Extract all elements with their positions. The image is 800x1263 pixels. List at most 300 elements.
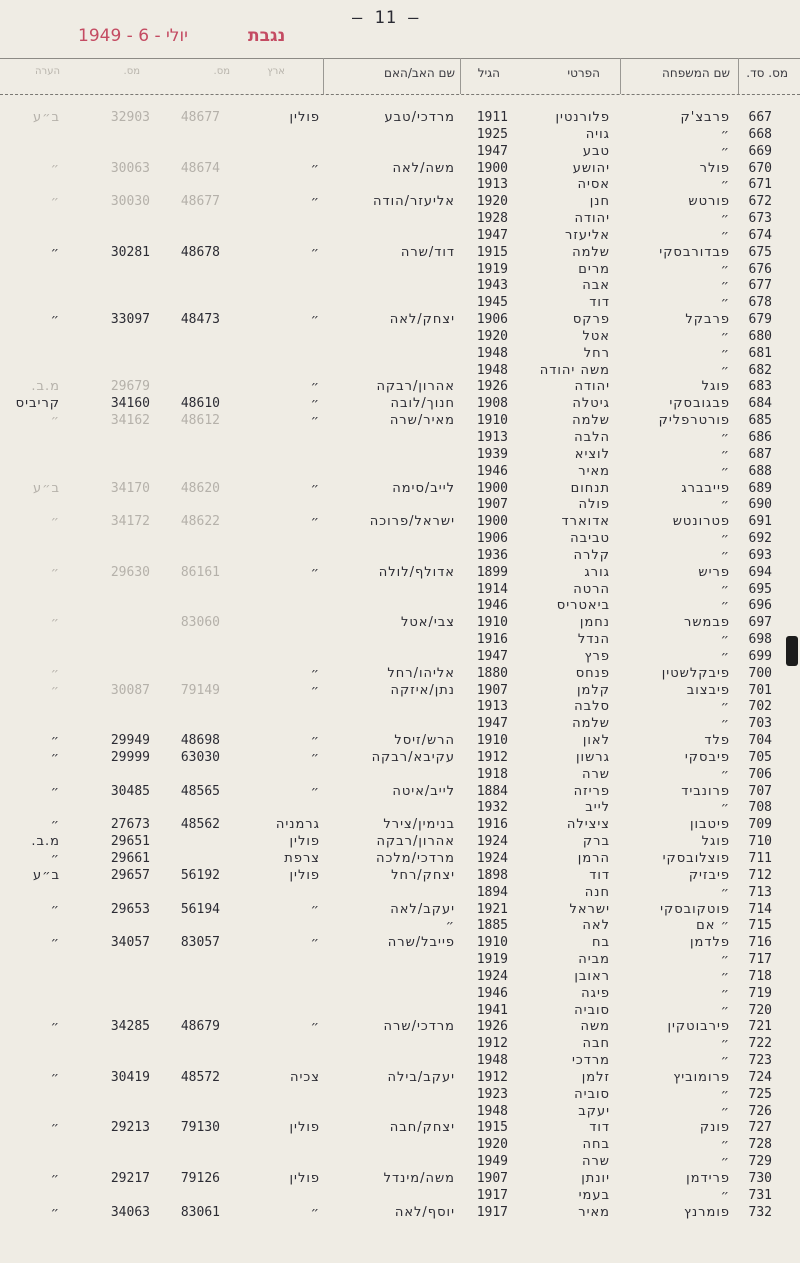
serial-number: 707 (748, 783, 772, 799)
first-name: חנן (589, 194, 610, 210)
header-age: הגיל (477, 66, 500, 80)
column-divider (460, 58, 461, 94)
ink-mark (786, 636, 798, 666)
family-name: ״ (720, 581, 730, 597)
family-name: ״ (720, 446, 730, 462)
parents-names: יעקב/בילה (387, 1069, 455, 1085)
first-name: מאיר (578, 463, 610, 479)
table-row (0, 1052, 800, 1069)
number-col1: 83061 (180, 1204, 220, 1220)
serial-number: 694 (748, 564, 772, 580)
family-name: ״ (720, 1137, 730, 1153)
birth-year: 1939 (476, 446, 508, 462)
table-row (0, 648, 800, 665)
first-name: חנה (584, 884, 610, 900)
serial-number: 715 (748, 918, 772, 934)
first-name: שלמה (572, 413, 610, 429)
first-name: מרים (578, 261, 610, 277)
birth-year: 1908 (476, 396, 508, 412)
country: ״ (310, 194, 320, 210)
number-col2: 27673 (110, 817, 150, 833)
first-name: יהושע (572, 160, 610, 176)
remark: ״ (50, 682, 60, 698)
birth-year: 1894 (476, 884, 508, 900)
country: ״ (310, 1204, 320, 1220)
birth-year: 1912 (476, 749, 508, 765)
table-row (0, 143, 800, 160)
table-row (0, 1119, 800, 1136)
table-row (0, 1204, 800, 1221)
first-name: חבה (582, 1036, 610, 1052)
birth-year: 1880 (476, 665, 508, 681)
family-name: פבגובסקי (669, 396, 730, 412)
birth-year: 1946 (476, 463, 508, 479)
family-name: פרומוביץ (673, 1069, 730, 1085)
table-row (0, 917, 800, 934)
birth-year: 1906 (476, 531, 508, 546)
serial-number: 673 (748, 211, 772, 226)
serial-number: 705 (748, 749, 772, 765)
number-col2: 33097 (110, 312, 150, 328)
remark: מ.ב. (31, 379, 60, 395)
country: ״ (310, 665, 320, 681)
birth-year: 1900 (476, 514, 508, 530)
table-row (0, 732, 800, 749)
table-row (0, 850, 800, 867)
number-col2: 32903 (110, 110, 150, 125)
birth-year: 1913 (476, 699, 508, 715)
serial-number: 729 (748, 1154, 772, 1170)
table-row (0, 833, 800, 850)
birth-year: 1918 (476, 766, 508, 782)
birth-year: 1941 (476, 1002, 508, 1018)
birth-year: 1910 (476, 615, 508, 631)
serial-number: 668 (748, 126, 772, 142)
country: ״ (310, 901, 320, 917)
family-name: פייבברג (681, 480, 730, 496)
birth-year: 1926 (476, 1019, 508, 1035)
number-col1: 56192 (180, 867, 220, 883)
family-name: ״ (720, 800, 730, 816)
first-name: מביה (578, 952, 610, 967)
parents-names: יצחק/רחל (391, 867, 455, 883)
parents-names: ״ (445, 918, 455, 934)
family-name: פרידמן (686, 1170, 730, 1186)
birth-year: 1916 (476, 632, 508, 647)
country: גרמניה (275, 817, 320, 833)
first-name: פריזה (573, 783, 610, 799)
serial-number: 680 (748, 328, 772, 344)
serial-number: 706 (748, 766, 772, 782)
family-name: פוגל (701, 834, 730, 850)
table-row (0, 901, 800, 918)
birth-year: 1928 (476, 211, 508, 226)
birth-year: 1900 (476, 480, 508, 496)
birth-year: 1913 (476, 177, 508, 193)
table-row (0, 1136, 800, 1153)
table-row (0, 682, 800, 699)
family-name: ״ (720, 143, 730, 159)
first-name: בעמי (578, 1187, 610, 1203)
serial-number: 677 (748, 278, 772, 294)
remark: ״ (50, 564, 60, 580)
serial-number: 726 (748, 1103, 772, 1119)
serial-number: 690 (748, 497, 772, 513)
family-name: ״ (720, 1086, 730, 1102)
first-name: זלמן (581, 1069, 610, 1085)
first-name: רחל (583, 345, 610, 361)
number-col2: 30281 (110, 244, 150, 260)
serial-number: 723 (748, 1053, 772, 1068)
family-name: פלדמן (690, 935, 730, 951)
remark: ״ (50, 749, 60, 765)
first-name: לוציא (574, 446, 610, 462)
serial-number: 730 (748, 1170, 772, 1186)
family-name: ״ אם (696, 918, 730, 934)
table-row (0, 244, 800, 261)
family-name: ״ (720, 985, 730, 1001)
number-col2: 29661 (110, 851, 150, 866)
first-name: סוביה (574, 1086, 610, 1102)
first-name: סוביה (574, 1002, 610, 1018)
first-name: הלבה (574, 430, 610, 445)
parents-names: נתן/איזקה (390, 682, 455, 698)
serial-number: 670 (748, 160, 772, 176)
serial-number: 724 (748, 1069, 772, 1085)
birth-year: 1899 (476, 564, 508, 580)
family-name: ״ (720, 531, 730, 546)
serial-number: 702 (748, 699, 772, 715)
parents-names: צבי/אטל (400, 615, 455, 631)
table-row (0, 227, 800, 244)
table-row (0, 1086, 800, 1103)
table-row (0, 530, 800, 547)
family-name: פלד (704, 733, 730, 749)
number-col1: 48622 (180, 514, 220, 530)
family-name: ״ (720, 884, 730, 900)
number-col2: 29949 (110, 733, 150, 749)
first-name: טבע (582, 143, 610, 159)
first-name: נחמן (579, 615, 610, 631)
country: ״ (310, 244, 320, 260)
family-name: ״ (720, 1187, 730, 1203)
remark: ״ (50, 615, 60, 631)
country: ״ (310, 1019, 320, 1035)
birth-year: 1912 (476, 1069, 508, 1085)
serial-number: 725 (748, 1086, 772, 1102)
table-row (0, 597, 800, 614)
column-divider (323, 58, 324, 94)
number-col1: 48612 (180, 413, 220, 429)
remark: ״ (50, 1204, 60, 1220)
first-name: משה (580, 1019, 610, 1035)
table-row (0, 665, 800, 682)
number-col1: 79130 (180, 1120, 220, 1136)
serial-number: 699 (748, 648, 772, 664)
table-row (0, 160, 800, 177)
parents-names: יצחק/חבה (389, 1120, 455, 1136)
table-row (0, 193, 800, 210)
first-name: גויה (585, 126, 610, 142)
number-col1: 48678 (180, 244, 220, 260)
table-row (0, 1002, 800, 1019)
family-name: פבדורבסקי (659, 244, 730, 260)
country: פולין (289, 110, 320, 125)
serial-number: 711 (748, 851, 772, 866)
number-col2: 30419 (110, 1069, 150, 1085)
first-name: גרשון (576, 749, 610, 765)
first-name: ביאטריס (556, 598, 610, 614)
family-name: פיבסקי (684, 749, 730, 765)
first-name: סלבה (574, 699, 610, 715)
birth-year: 1913 (476, 430, 508, 445)
parents-names: מרדכי/שרה (383, 1019, 455, 1035)
family-name: ״ (720, 952, 730, 967)
birth-year: 1916 (476, 817, 508, 833)
first-name: טביבה (570, 531, 610, 546)
table-row (0, 463, 800, 480)
number-col2: 34063 (110, 1204, 150, 1220)
header-serial: מס. סד. (746, 66, 788, 80)
birth-year: 1920 (476, 328, 508, 344)
family-name: פריש (698, 564, 730, 580)
number-col1: 79126 (180, 1170, 220, 1186)
first-name: הרמן (577, 851, 610, 866)
remark: ״ (50, 935, 60, 951)
number-col1: 48473 (180, 312, 220, 328)
table-row (0, 126, 800, 143)
serial-number: 708 (748, 800, 772, 816)
family-name: פבמשר (683, 615, 730, 631)
table-row (0, 1187, 800, 1204)
family-name: ״ (720, 1053, 730, 1068)
parents-names: יצחק/לאה (389, 312, 455, 328)
birth-year: 1924 (476, 834, 508, 850)
table-row (0, 1018, 800, 1035)
table-row (0, 412, 800, 429)
table-row (0, 581, 800, 598)
birth-year: 1910 (476, 413, 508, 429)
birth-year: 1925 (476, 126, 508, 142)
serial-number: 716 (748, 935, 772, 951)
parents-names: יעקב/לאה (390, 901, 455, 917)
country: פולין (289, 867, 320, 883)
parents-names: משה/לאה (392, 160, 455, 176)
table-row (0, 631, 800, 648)
number-col2: 29651 (110, 834, 150, 850)
table-row (0, 109, 800, 126)
birth-year: 1947 (476, 143, 508, 159)
family-name: ״ (720, 463, 730, 479)
number-col2: 29679 (110, 379, 150, 395)
parents-names: יוסף/לאה (394, 1204, 455, 1220)
family-name: פונק (699, 1120, 730, 1136)
country: צכיה (290, 1069, 320, 1085)
serial-number: 700 (748, 665, 772, 681)
number-col1: 48572 (180, 1069, 220, 1085)
birth-year: 1947 (476, 648, 508, 664)
birth-year: 1917 (476, 1187, 508, 1203)
serial-number: 688 (748, 463, 772, 479)
table-row (0, 951, 800, 968)
birth-year: 1948 (476, 362, 508, 378)
serial-number: 717 (748, 952, 772, 967)
number-col2: 30485 (110, 783, 150, 799)
first-name: מאיר (578, 1204, 610, 1220)
table-row (0, 176, 800, 193)
table-row (0, 884, 800, 901)
table-row (0, 446, 800, 463)
first-name: לאה (582, 918, 610, 934)
remark: ״ (50, 413, 60, 429)
country: ״ (310, 312, 320, 328)
first-name: תנחום (570, 480, 610, 496)
serial-number: 675 (748, 244, 772, 260)
serial-number: 683 (748, 379, 772, 395)
number-col1: 48610 (180, 396, 220, 412)
table-row (0, 698, 800, 715)
birth-year: 1911 (476, 110, 508, 125)
header-country: ארץ (267, 66, 285, 77)
parents-names: אדולף/לולה (378, 564, 455, 580)
parents-names: הרש/זיסל (394, 733, 455, 749)
family-name: ״ (720, 632, 730, 647)
birth-year: 1914 (476, 581, 508, 597)
header-bottom-rule (0, 94, 800, 95)
first-name: בחה (582, 1137, 610, 1153)
birth-year: 1948 (476, 1103, 508, 1119)
serial-number: 679 (748, 312, 772, 328)
table-row (0, 1170, 800, 1187)
serial-number: 687 (748, 446, 772, 462)
birth-year: 1912 (476, 1036, 508, 1052)
table-row (0, 395, 800, 412)
family-name: פירבוטקין (667, 1019, 730, 1035)
birth-year: 1910 (476, 733, 508, 749)
serial-number: 720 (748, 1002, 772, 1018)
remark: ״ (50, 901, 60, 917)
birth-year: 1900 (476, 160, 508, 176)
first-name: דוד (589, 867, 610, 883)
serial-number: 701 (748, 682, 772, 698)
serial-number: 732 (748, 1204, 772, 1220)
serial-number: 671 (748, 177, 772, 193)
table-row (0, 799, 800, 816)
header-first-name: הפרטי (567, 66, 600, 80)
number-col1: 48677 (180, 194, 220, 210)
family-name: פיבצוב (686, 682, 730, 698)
remark: ״ (50, 514, 60, 530)
family-name: ״ (720, 211, 730, 226)
country: ״ (310, 749, 320, 765)
family-name: ״ (720, 1036, 730, 1052)
first-name: אדוארד (561, 514, 610, 530)
country: ״ (310, 379, 320, 395)
parents-names: אליעזר/הודה (373, 194, 455, 210)
birth-year: 1907 (476, 497, 508, 513)
first-name: הנדל (577, 632, 610, 647)
number-col1: 48698 (180, 733, 220, 749)
family-name: פומרנץ (683, 1204, 730, 1220)
country: ״ (310, 396, 320, 412)
first-name: פלורנטין (555, 110, 610, 125)
family-name: ״ (720, 968, 730, 984)
first-name: ראובן (574, 968, 610, 984)
remark: ״ (50, 665, 60, 681)
country: ״ (310, 413, 320, 429)
table-row (0, 1069, 800, 1086)
first-name: בח (591, 935, 610, 951)
table-row (0, 210, 800, 227)
birth-year: 1885 (476, 918, 508, 934)
number-col2: 34285 (110, 1019, 150, 1035)
header-remark: הערה (35, 66, 60, 77)
family-name: פרונביד (681, 783, 730, 799)
serial-number: 686 (748, 430, 772, 445)
header-col2: מס. (123, 66, 140, 77)
number-col1: 48674 (180, 160, 220, 176)
first-name: שלמה (572, 716, 610, 732)
birth-year: 1943 (476, 278, 508, 294)
serial-number: 695 (748, 581, 772, 597)
serial-number: 674 (748, 227, 772, 243)
serial-number: 710 (748, 834, 772, 850)
remark: ״ (50, 783, 60, 799)
family-name: פורטש (688, 194, 730, 210)
parents-names: בנימין/צירל (383, 817, 455, 833)
birth-year: 1919 (476, 261, 508, 277)
number-col2: 29213 (110, 1120, 150, 1136)
country: ״ (310, 564, 320, 580)
serial-number: 681 (748, 345, 772, 361)
number-col2: 29657 (110, 867, 150, 883)
birth-year: 1907 (476, 682, 508, 698)
table-row (0, 614, 800, 631)
first-name: פרץ (584, 648, 610, 664)
table-row (0, 1103, 800, 1120)
first-name: פולה (578, 497, 610, 513)
serial-number: 704 (748, 733, 772, 749)
serial-number: 731 (748, 1187, 772, 1203)
column-divider (620, 58, 621, 94)
birth-year: 1921 (476, 901, 508, 917)
serial-number: 689 (748, 480, 772, 496)
table-row (0, 362, 800, 379)
parents-names: אהרון/רבקה (376, 834, 455, 850)
birth-year: 1915 (476, 1120, 508, 1136)
parents-names: ישראל/פרוכה (369, 514, 455, 530)
remark: ״ (50, 851, 60, 866)
parents-names: אליהו/רחל (387, 665, 455, 681)
family-name: ״ (720, 295, 730, 311)
parents-names: מרדכי/מלכה (375, 851, 455, 866)
country: ״ (310, 480, 320, 496)
table-row (0, 429, 800, 446)
birth-year: 1898 (476, 867, 508, 883)
birth-year: 1919 (476, 952, 508, 967)
table-row (0, 311, 800, 328)
table-row (0, 513, 800, 530)
family-name: פורטרפליק (658, 413, 730, 429)
serial-number: 692 (748, 531, 772, 546)
parents-names: משה/מינדל (383, 1170, 455, 1186)
family-name: פיבזיק (688, 867, 730, 883)
first-name: פנחס (575, 665, 610, 681)
serial-number: 684 (748, 396, 772, 412)
family-name: ״ (720, 766, 730, 782)
remark: ״ (50, 1120, 60, 1136)
first-name: ישראל (569, 901, 610, 917)
